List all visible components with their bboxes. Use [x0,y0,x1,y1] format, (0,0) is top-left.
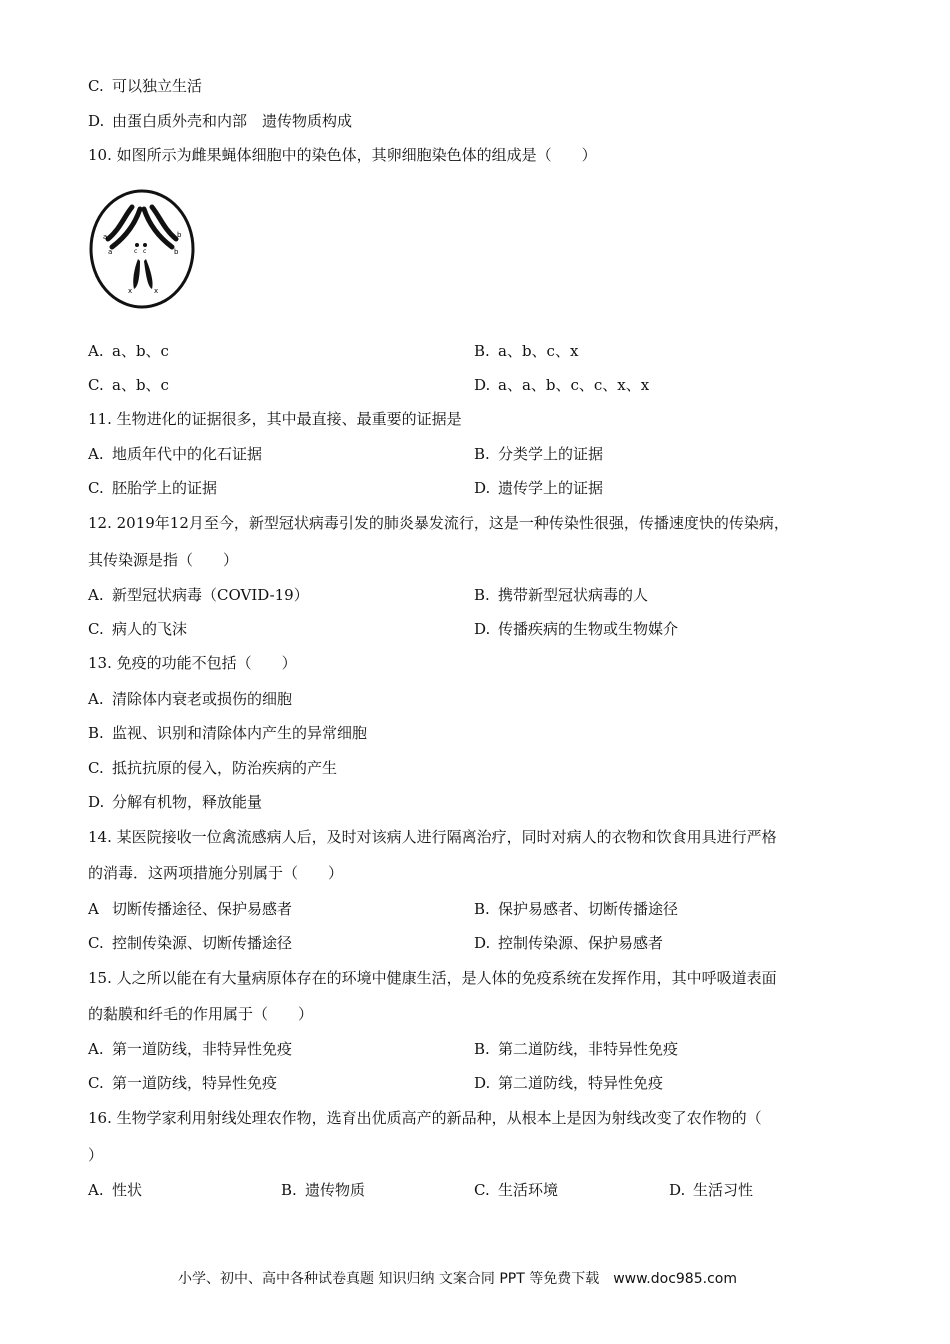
option-text: 监视、识别和清除体内产生的异常细胞 [112,724,368,742]
option-text: 第一道防线，特异性免疫 [112,1074,278,1092]
q14-stem-line2: 的消毒．这两项措施分别属于（ ） [88,864,344,882]
option-text: 第二道防线，非特异性免疫 [498,1040,679,1058]
option-letter: D. [474,479,491,497]
option-text: 生活习性 [693,1181,754,1199]
figure-label-a1: a [103,233,108,241]
option-letter: D. [474,620,491,638]
option-text: a、b、c、x [498,342,579,360]
q14-stem-line1: 14. 某医院接收一位禽流感病人后，及时对该病人进行隔离治疗，同时对病人的衣物和饮食用具进行严格 [88,828,777,846]
option-letter: D. [88,112,105,130]
q16-option-a [88,1180,142,1200]
q10-stem: 10. 如图所示为雌果蝇体细胞中的染色体，其卵细胞染色体的组成是（ ） [88,146,597,164]
q11-option-d [474,478,603,498]
q14-option-b [474,899,678,919]
option-letter: C. [474,1181,490,1199]
q16-option-d [669,1180,753,1200]
figure-label-x1: x [128,287,133,295]
option-letter: B. [474,900,490,918]
q11-stem: 11. 生物进化的证据很多，其中最直接、最重要的证据是 [88,410,462,428]
option-letter: A. [88,342,104,360]
q15-stem-line2: 的黏膜和纤毛的作用属于（ ） [88,1005,314,1023]
q16-option-b [281,1180,365,1200]
page-footer: 小学、初中、高中各种试卷真题 知识归纳 文案合同 PPT 等免费下载 www.doc985.com [178,1271,737,1287]
option-letter: D. [88,793,105,811]
option-letter: C. [88,77,104,95]
figure-label-b1: b [177,231,182,239]
q12-option-a [88,585,309,605]
option-text: a、b、c [112,376,169,394]
option-text: a、b、c [112,342,169,360]
q11-option-b [474,444,603,464]
option-text: 保护易感者、切断传播途径 [498,900,679,918]
q10-option-c [88,375,169,395]
option-letter: C. [88,1074,104,1092]
option-letter: C. [88,376,104,394]
option-letter: D. [669,1181,686,1199]
option-text: 胚胎学上的证据 [112,479,218,497]
chromosome-figure [88,187,196,311]
q14-option-a [88,899,292,919]
option-letter: D. [474,934,491,952]
q16-stem-line1: 16. 生物学家利用射线处理农作物，选育出优质高产的新品种，从根本上是因为射线改变了农作物的（ [88,1109,762,1127]
option-letter: A [88,900,99,918]
option-letter: C. [88,479,104,497]
q12-stem-line1: 12. 2019年12月至今，新型冠状病毒引发的肺炎暴发流行，这是一种传染性很强，传播速度快的传染病， [88,514,789,532]
option-text: 生活环境 [498,1181,559,1199]
option-text: 切断传播途径、保护易感者 [112,900,293,918]
option-letter: C. [88,934,104,952]
q14-option-d [474,933,663,953]
q13-option-c [88,758,337,778]
q13-stem: 13. 免疫的功能不包括（ ） [88,654,297,672]
figure-label-c2: c [143,248,147,255]
option-letter: B. [88,724,104,742]
option-letter: B. [474,445,490,463]
option-letter: A. [88,445,104,463]
q16-option-c [474,1180,558,1200]
option-letter: D. [474,376,491,394]
figure-label-b2: b [174,248,179,256]
option-text: 病人的飞沫 [112,620,188,638]
option-text: 分类学上的证据 [498,445,604,463]
option-letter: C. [88,759,104,777]
q15-stem-line1: 15. 人之所以能在有大量病原体存在的环境中健康生活，是人体的免疫系统在发挥作用，其中呼吸道表面 [88,969,777,987]
option-text: 新型冠状病毒（COVID-19） [112,586,309,604]
q10-option-b [474,341,578,361]
option-text: 性状 [112,1181,143,1199]
q12-stem-line2: 其传染源是指（ ） [88,551,239,569]
q16-stem-line2: ） [88,1146,104,1164]
option-text: 可以独立生活 [112,77,203,95]
option-text: 分解有机物，释放能量 [112,793,263,811]
option-text: 第二道防线，特异性免疫 [498,1074,664,1092]
option-letter: A. [88,1040,104,1058]
option-text: 地质年代中的化石证据 [112,445,263,463]
option-letter: B. [474,1040,490,1058]
option-letter: A. [88,1181,104,1199]
option-text: a、a、b、c、c、x、x [498,376,650,394]
option-text: 控制传染源、保护易感者 [498,934,664,952]
figure-label-x2: x [154,287,159,295]
q9-option-d [88,111,352,131]
q12-option-d [474,619,678,639]
q15-option-b [474,1039,678,1059]
q10-option-a [88,341,169,361]
option-letter: B. [474,586,490,604]
q11-option-c [88,478,217,498]
option-text: 传播疾病的生物或生物媒介 [498,620,679,638]
q15-option-d [474,1073,663,1093]
option-text: 抵抗抗原的侵入，防治疾病的产生 [112,759,338,777]
option-text: 由蛋白质外壳和内部 遗传物质构成 [112,112,353,130]
option-text: 携带新型冠状病毒的人 [498,586,649,604]
q14-option-c [88,933,292,953]
figure-label-a2: a [108,248,113,256]
q9-option-c [88,76,202,96]
option-letter: B. [474,342,490,360]
option-text: 遗传物质 [305,1181,366,1199]
option-letter: D. [474,1074,491,1092]
q15-option-a [88,1039,292,1059]
q12-option-c [88,619,187,639]
q13-option-b [88,723,367,743]
q11-option-a [88,444,262,464]
figure-label-c1: c [134,248,138,255]
option-text: 遗传学上的证据 [498,479,604,497]
option-letter: B. [281,1181,297,1199]
q12-option-b [474,585,648,605]
option-letter: C. [88,620,104,638]
option-letter: A. [88,586,104,604]
q15-option-c [88,1073,277,1093]
option-text: 第一道防线，非特异性免疫 [112,1040,293,1058]
option-text: 控制传染源、切断传播途径 [112,934,293,952]
q10-option-d [474,375,649,395]
option-letter: A. [88,690,104,708]
q13-option-d [88,792,262,812]
option-text: 清除体内衰老或损伤的细胞 [112,690,293,708]
q13-option-a [88,689,292,709]
